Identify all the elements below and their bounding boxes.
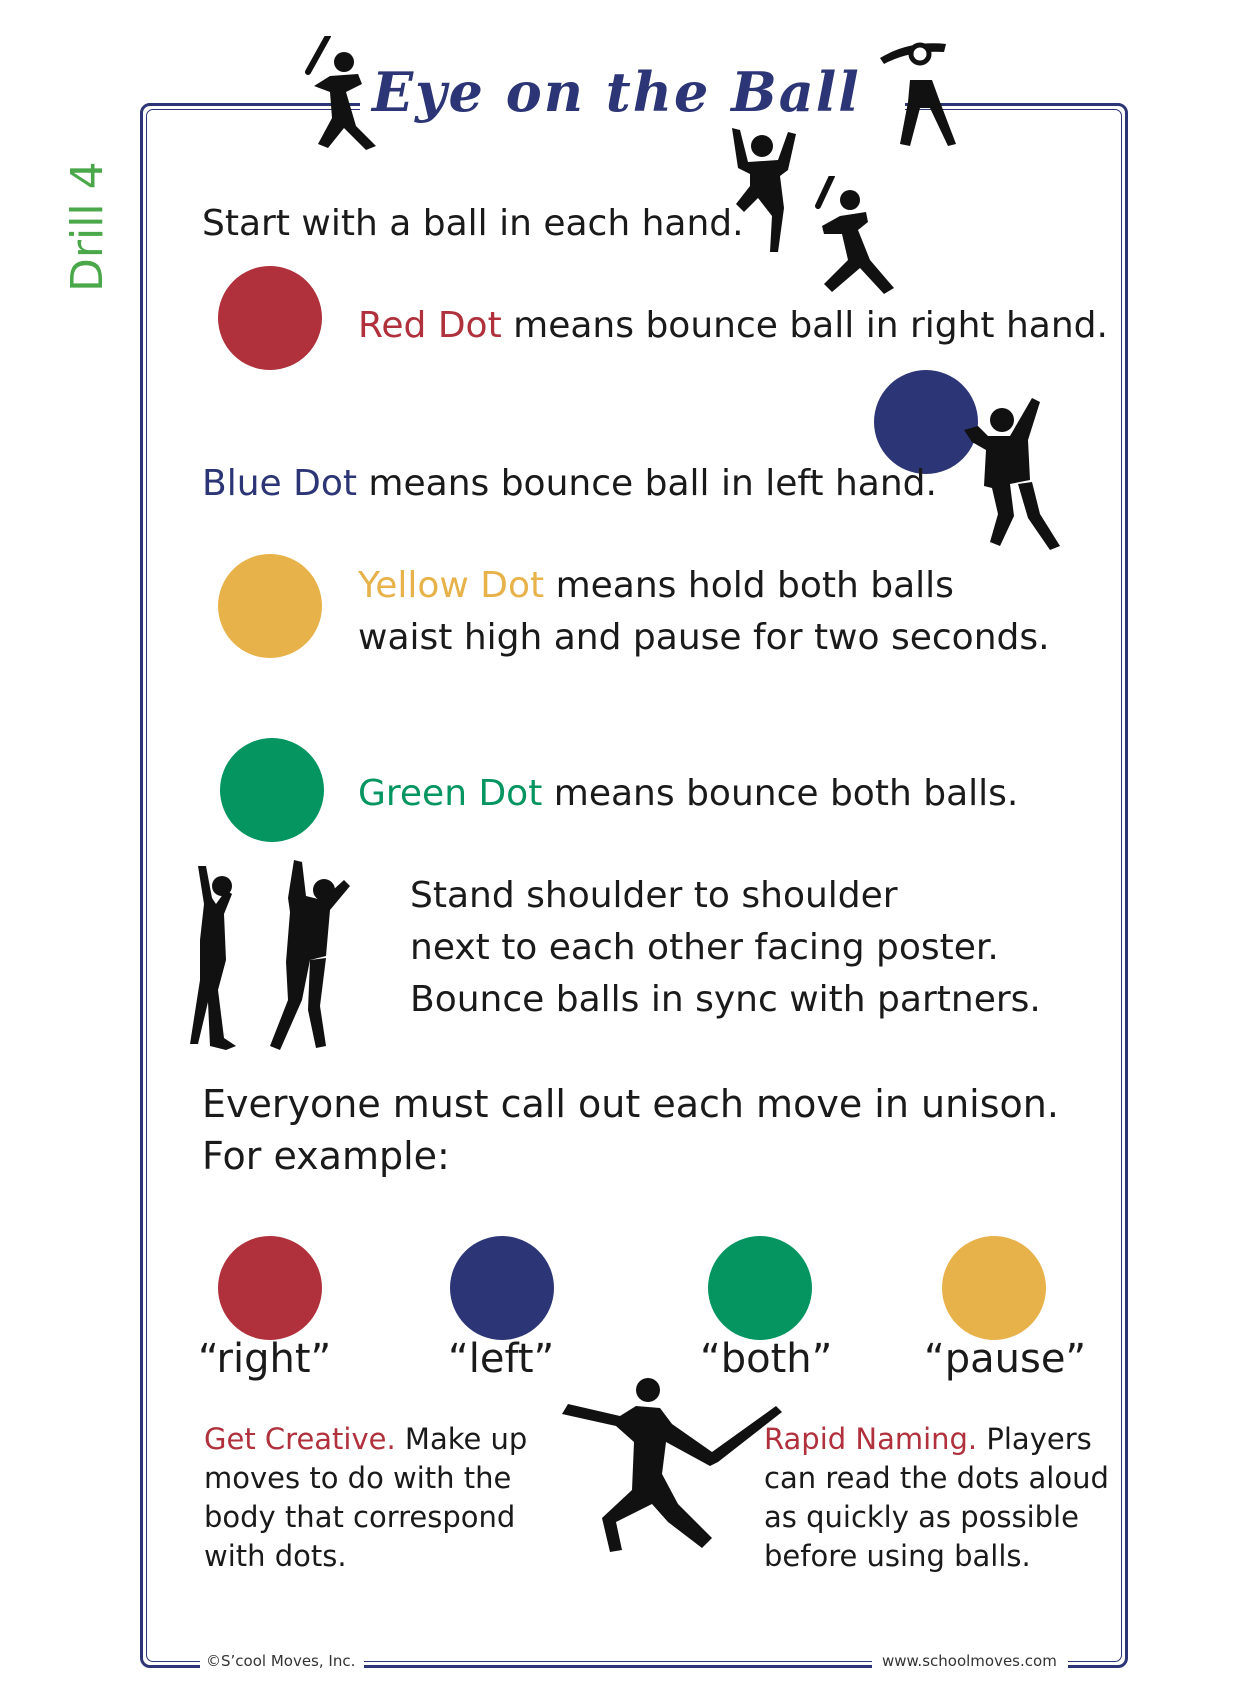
drill-number-label: Drill 4 xyxy=(62,161,113,292)
example-dot-blue xyxy=(450,1236,554,1340)
yellow-rule-line2: waist high and pause for two seconds. xyxy=(358,617,1050,658)
green-dot-label: Green Dot xyxy=(358,773,543,814)
creative-tip-line3: body that correspond xyxy=(204,1500,516,1534)
footer-website: www.schoolmoves.com xyxy=(882,1652,1057,1670)
rapid-tip-line2: can read the dots aloud xyxy=(764,1461,1109,1495)
yellow-dot xyxy=(218,554,322,658)
example-dot-green xyxy=(708,1236,812,1340)
creative-tip-heading: Get Creative. xyxy=(204,1422,396,1456)
creative-tip-line4: with dots. xyxy=(204,1539,347,1573)
red-dot xyxy=(218,266,322,370)
blue-rule xyxy=(202,458,937,510)
partner-line1: Stand shoulder to shoulder xyxy=(410,875,898,916)
poster-title: Eye on the Ball xyxy=(372,60,861,124)
rapid-tip-line3: as quickly as possible xyxy=(764,1500,1079,1534)
blue-dot-label: Blue Dot xyxy=(202,463,357,504)
example-word-both: “both” xyxy=(700,1336,833,1382)
yellow-rule-text: means hold both balls xyxy=(544,565,954,606)
creative-tip-line1 xyxy=(204,1420,527,1459)
batter-figure-icon xyxy=(806,176,896,294)
red-rule-text: means bounce ball in right hand. xyxy=(501,305,1108,346)
green-rule-text: means bounce both balls. xyxy=(542,773,1019,814)
partner-figures-icon xyxy=(190,860,370,1052)
example-word-right: “right” xyxy=(198,1336,332,1382)
rapid-tip-heading: Rapid Naming. xyxy=(764,1422,978,1456)
green-dot xyxy=(220,738,324,842)
footer-copyright: ©S’cool Moves, Inc. xyxy=(206,1652,356,1670)
partner-line2: next to each other facing poster. xyxy=(410,927,999,968)
baseball-batter-icon xyxy=(562,1378,782,1558)
yellow-dot-label: Yellow Dot xyxy=(358,565,545,606)
example-dot-red xyxy=(218,1236,322,1340)
red-dot-label: Red Dot xyxy=(358,305,502,346)
pushing-figure-icon xyxy=(964,390,1064,550)
rapid-tip-text: Players xyxy=(977,1422,1092,1456)
rapid-tip-line4: before using balls. xyxy=(764,1539,1031,1573)
partner-line3: Bounce balls in sync with partners. xyxy=(410,979,1041,1020)
jumping-figure-icon xyxy=(728,128,798,256)
example-dot-yellow xyxy=(942,1236,1046,1340)
green-rule xyxy=(358,768,1018,820)
example-word-pause: “pause” xyxy=(924,1336,1087,1382)
blue-rule-text: means bounce ball in left hand. xyxy=(356,463,937,504)
batter-icon xyxy=(300,36,380,151)
creative-tip-line2: moves to do with the xyxy=(204,1461,512,1495)
example-word-left: “left” xyxy=(448,1336,555,1382)
yellow-rule-line1 xyxy=(358,560,954,612)
callout-line2: For example: xyxy=(202,1134,450,1178)
creative-tip-text: Make up xyxy=(395,1422,528,1456)
intro-text: Start with a ball in each hand. xyxy=(202,203,744,244)
red-rule xyxy=(358,300,1108,352)
callout-line1: Everyone must call out each move in unison. xyxy=(202,1082,1059,1126)
rapid-tip-line1 xyxy=(764,1420,1092,1459)
